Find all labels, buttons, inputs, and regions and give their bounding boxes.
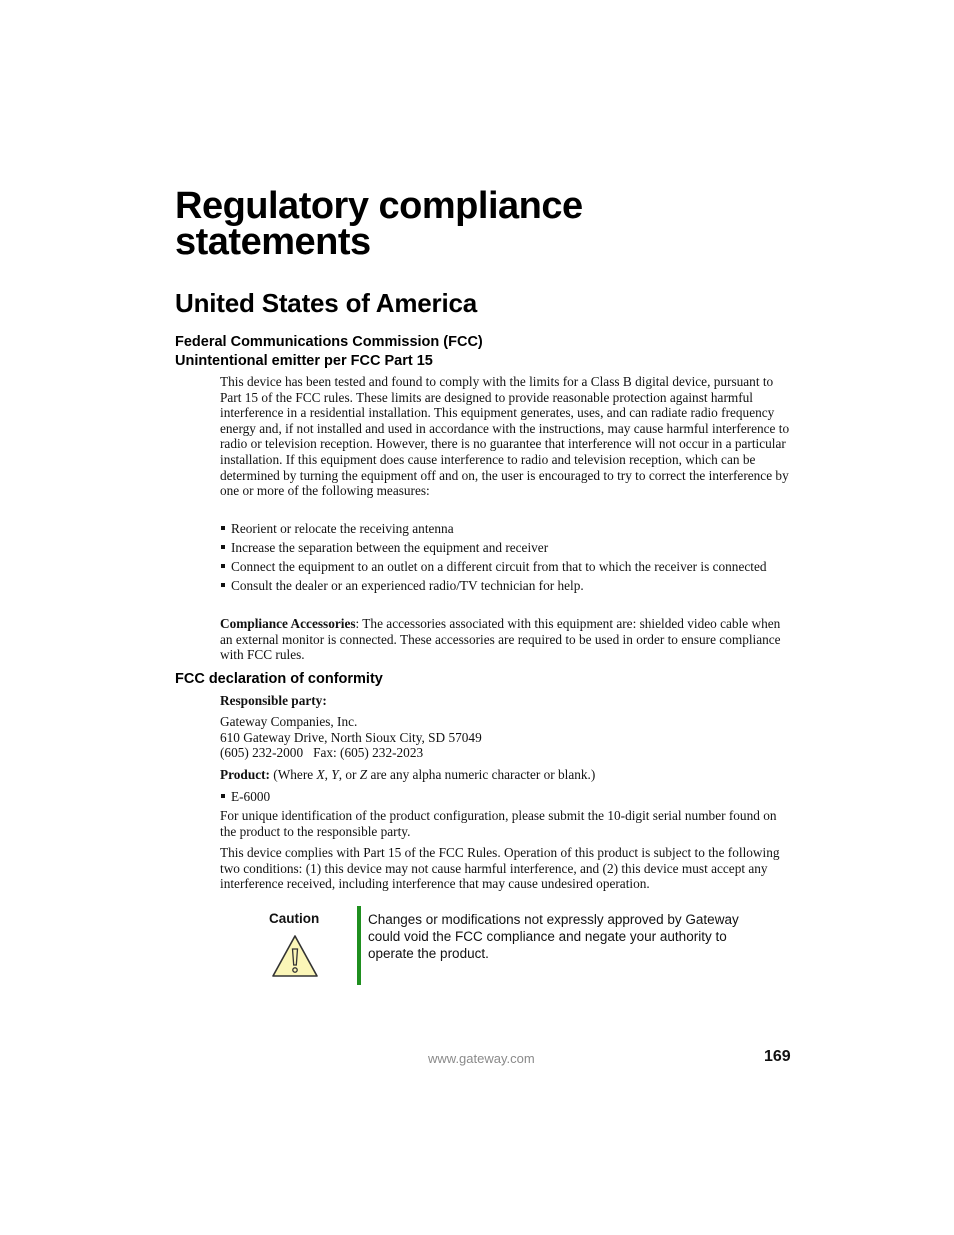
separator: , or — [338, 767, 360, 782]
list-item: Increase the separation between the equipment and receiver — [220, 540, 790, 556]
variable-z: Z — [359, 767, 368, 782]
company-name: Gateway Companies, Inc. — [220, 714, 358, 729]
measures-list — [220, 521, 790, 597]
list-item: Connect the equipment to an outlet on a different circuit from that to which the receiver is connected — [220, 559, 790, 575]
footer-url: www.gateway.com — [428, 1051, 535, 1066]
models-list — [220, 789, 790, 808]
accessories-text: : The accessories associated with this equipment are: shielded video cable when an external monitor is connected. These accessories are required to be used in order to ensure compliance with FCC rules. — [220, 616, 781, 663]
variable-y: Y — [331, 767, 339, 782]
accessories-paragraph — [220, 616, 790, 663]
fcc-heading: Federal Communications Commission (FCC) — [175, 334, 483, 350]
variable-x: X — [316, 767, 325, 782]
fcc-subheading: Unintentional emitter per FCC Part 15 — [175, 353, 433, 369]
product-label: Product: — [220, 767, 270, 782]
warning-triangle-icon — [271, 934, 319, 983]
page-number: 169 — [764, 1048, 791, 1065]
product-note: (Where — [269, 767, 317, 782]
product-note: are any alpha numeric character or blank.) — [367, 767, 596, 782]
section-title: United States of America — [175, 288, 477, 318]
product-paragraph — [220, 767, 790, 783]
accessories-label: Compliance Accessories — [220, 616, 356, 631]
list-item: Consult the dealer or an experienced radio/TV technician for help. — [220, 578, 790, 594]
separator: , — [324, 767, 332, 782]
caution-divider — [357, 906, 361, 985]
phone-fax: (605) 232-2000 Fax: (605) 232-2023 — [220, 745, 424, 761]
identification-paragraph: For unique identification of the product configuration, please submit the 10-digit serial number found on the product to the responsible party. — [220, 808, 777, 839]
street-address: 610 Gateway Drive, North Sioux City, SD 57049 — [220, 729, 482, 745]
responsible-party-label: Responsible party: — [220, 693, 327, 708]
caution-text: Changes or modifications not expressly approved by Gateway could void the FCC compliance and negate your authority to operate the product. — [368, 912, 739, 961]
compliance-paragraph: This device complies with Part 15 of the FCC Rules. Operation of this product is subject to the following two conditions: (1) this device may not cause harmful interference, and (2) this device must accept any interference received, including interference that may cause undesired operation. — [220, 845, 780, 892]
list-item: Reorient or relocate the receiving antenna — [220, 521, 790, 537]
fcc-intro-paragraph: This device has been tested and found to comply with the limits for a Class B digital device, pursuant to Part 15 of the FCC rules. These limits are designed to provide reasonable protection against harmful interference in a residential installation. This equipment generates, uses, and can radiate radio frequency energy and, if not installed and used in accordance with the instructions, may cause harmful interference to radio or television reception. However, there is no guarantee that interference will not occur in a particular installation. If this equipment does cause interference to radio and television reception, which can be determined by turning the equipment off and on, the user is encouraged to try to correct the interference by one or more of the following measures: — [220, 374, 790, 499]
declaration-heading: FCC declaration of conformity — [175, 671, 383, 687]
responsible-party-address — [220, 714, 790, 761]
caution-label: Caution — [269, 911, 320, 926]
list-item: E-6000 — [220, 789, 790, 805]
page-title: Regulatory compliance statements — [175, 185, 583, 263]
